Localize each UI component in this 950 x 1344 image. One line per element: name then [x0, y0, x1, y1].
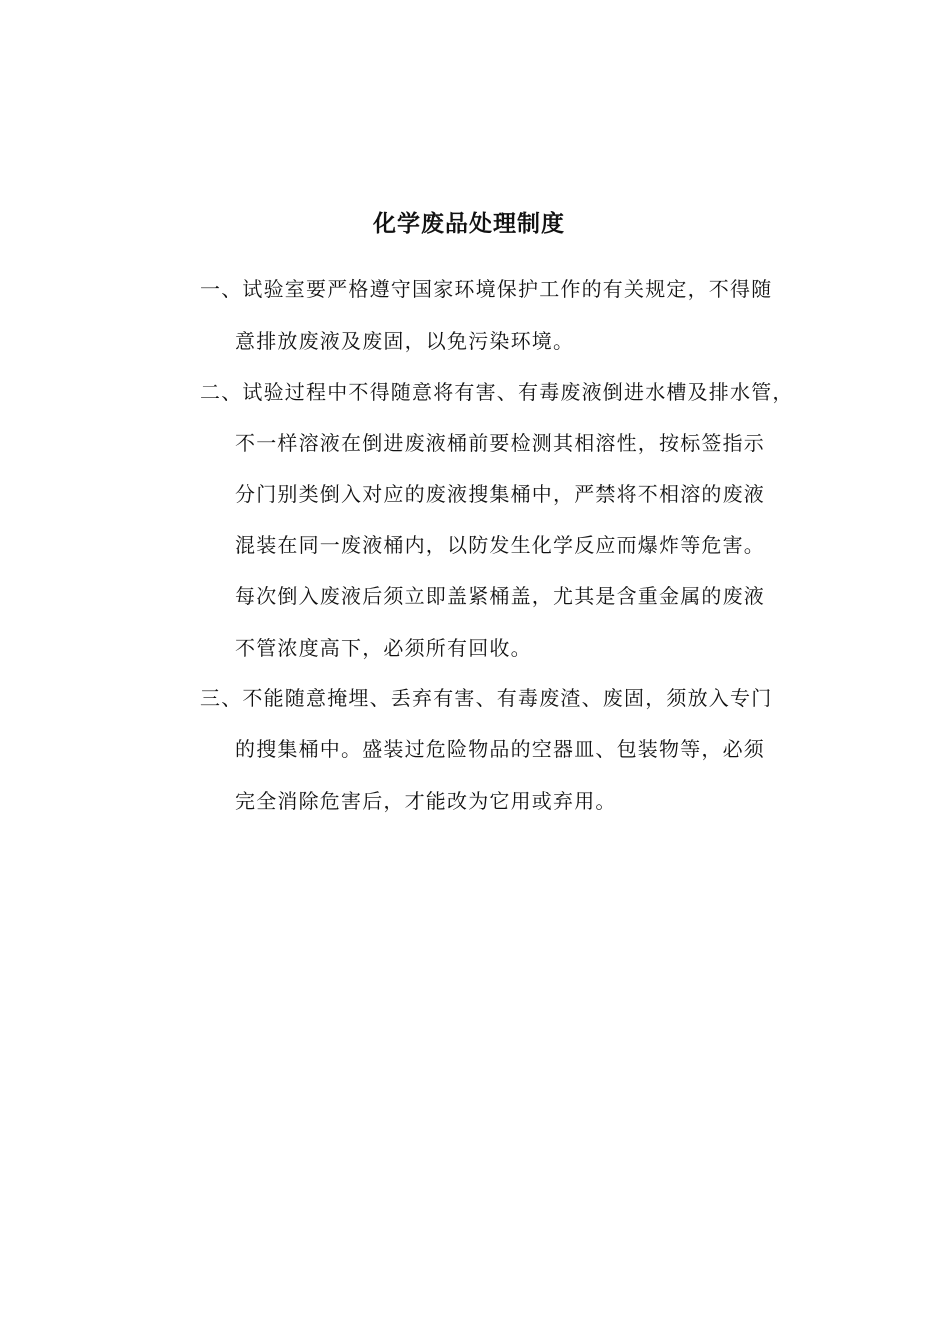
section-2-line-2: 不一样溶液在倒进废液桶前要检测其相溶性，按标签指示	[235, 431, 765, 455]
document-title: 化学废品处理制度	[373, 211, 565, 237]
section-2-line-6: 不管浓度高下，必须所有回收。	[235, 636, 532, 660]
section-2-line-1: 二、试验过程中不得随意将有害、有毒废液倒进水槽及排水管，	[200, 380, 794, 404]
section-1-line-1: 一、试验室要严格遵守国家环境保护工作的有关规定，不得随	[200, 277, 773, 301]
section-2-line-5: 每次倒入废液后须立即盖紧桶盖，尤其是含重金属的废液	[235, 584, 765, 608]
section-1-line-2: 意排放废液及废固，以免污染环境。	[235, 329, 575, 353]
section-2-line-4: 混装在同一废液桶内，以防发生化学反应而爆炸等危害。	[235, 533, 765, 557]
section-2-line-3: 分门别类倒入对应的废液搜集桶中，严禁将不相溶的废液	[235, 482, 765, 506]
section-3-line-2: 的搜集桶中。盛装过危险物品的空器皿、包装物等，必须	[235, 737, 765, 761]
section-3-line-3: 完全消除危害后，才能改为它用或弃用。	[235, 789, 617, 813]
section-3-line-1: 三、不能随意掩埋、丢弃有害、有毒废渣、废固，须放入专门	[200, 686, 773, 710]
